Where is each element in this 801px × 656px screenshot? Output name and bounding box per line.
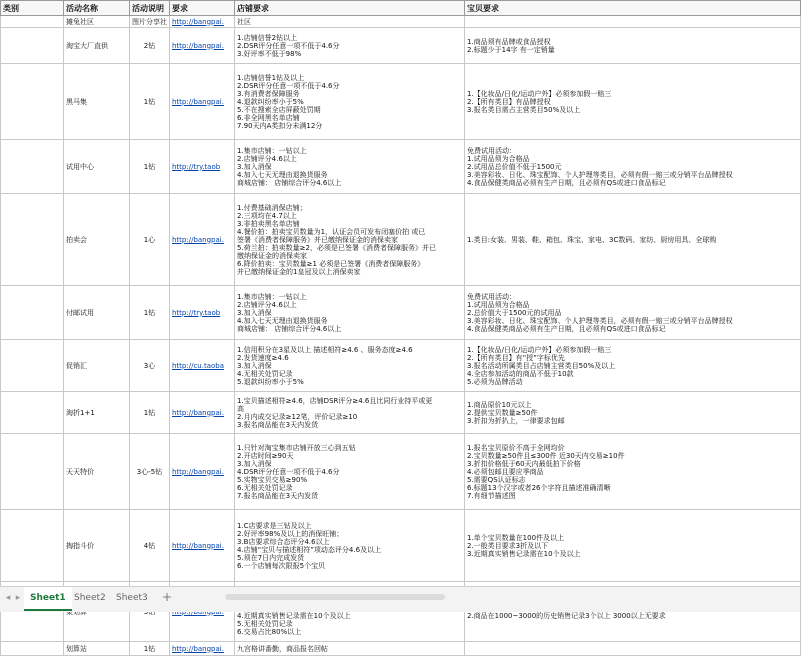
store-requirement-line: 4.近期真实销售记录需在10个及以上 [237,611,351,620]
item-requirement-cell[interactable] [465,286,801,340]
item-requirement-line: 1.类目:女装、男装、鞋、箱包、珠宝、家电、3C数码、家纺、厨房用具、全球购 [467,235,717,244]
item-requirement-line: 3.报名活动所属类目占店铺主营类目50%及以上 [467,361,616,370]
item-requirement-cell[interactable] [465,28,801,64]
scrollbar-thumb[interactable] [225,594,445,600]
activity-desc-cell[interactable]: 1钻 [130,392,170,434]
store-requirement-line: 6.交易占比80%以上 [237,627,302,636]
store-requirement-line: 7.报名商品能在3天内发货 [237,491,319,500]
item-requirement-line: 1.试用品须为合格品 [467,300,530,309]
store-requirement-line: 5.无相关处罚记录 [237,619,293,628]
item-requirement-cell[interactable] [465,340,801,392]
table-row [1,392,801,434]
store-requirement-line: 1.只针对淘宝集市店铺开放三心到五钻 [237,443,356,452]
activity-name-cell[interactable]: 淘宝大厂直供 [64,28,130,64]
requirement-link-cell[interactable]: http://bangpai. [170,64,235,140]
table-row [1,140,801,194]
header-item-requirement[interactable]: 宝贝要求 [465,1,801,16]
store-requirement-cell[interactable] [235,434,465,510]
requirement-link-cell[interactable]: http://bangpai. [170,194,235,286]
store-requirement-line: 商城店铺： 店铺综合评分4.6以上 [237,324,342,333]
store-requirement-line: 5.不在搜索全店屏蔽处罚期 [237,105,321,114]
requirement-link-cell[interactable]: http://try.taob [170,286,235,340]
store-requirement-line: 6.降价拍卖：宝贝数量≥1 必须是已签署《消费者保障服务》 [237,259,425,268]
sheet-tab-sheet3[interactable]: Sheet3 [116,593,148,603]
store-requirement-line: 2.三项均在4.7以上 [237,211,297,220]
activity-desc-cell[interactable]: 1钻 [130,140,170,194]
store-requirement-line: 4.无相关处罚记录 [237,369,293,378]
requirement-link-cell[interactable]: http://try.taob [170,140,235,194]
header-activity-desc[interactable]: 活动说明 [130,1,170,16]
store-requirement-cell[interactable] [235,286,465,340]
table-row [1,286,801,340]
activity-desc-cell[interactable]: 3心 [130,340,170,392]
store-requirement-line: 4.退款纠纷率小于5% [237,97,304,106]
item-requirement-line: 1.报名宝贝原价不高于全网均价 [467,443,565,452]
item-requirement-line: 免费试用活动： [467,292,516,301]
add-sheet-icon[interactable]: + [161,590,173,604]
item-requirement-cell[interactable] [465,434,801,510]
activity-name-cell[interactable]: 淘折1+1 [64,392,130,434]
horizontal-scrollbar[interactable] [225,592,795,602]
store-requirement-line: 3.加入消保 [237,459,272,468]
store-requirement-line: 3.好评率不低于98% [237,49,302,58]
table-row [1,28,801,64]
sheet-tab-bar [0,586,800,612]
item-requirement-line: 6.标题13个汉字或者26个字符且描述准确清晰 [467,483,611,492]
store-requirement-line: 4.加入七天无理由退换货服务 [237,170,328,179]
activity-name-cell[interactable]: 划算站 [64,642,130,656]
store-requirement-line: 1.集市店铺：一钻以上 [237,292,307,301]
table-row [1,510,801,582]
store-requirement-cell[interactable] [235,510,465,582]
store-requirement-line: 6.一个店铺每次限报5个宝贝 [237,561,326,570]
store-requirement-line: 2.月内成交记录≥12笔，评价记录≥10 [237,412,358,421]
table-row [1,64,801,140]
item-requirement-line: 2.【所有类目】有品牌授权 [467,97,551,106]
store-requirement-line: 2.店铺评分4.6以上 [237,154,297,163]
table-row [1,16,801,28]
item-requirement-line: 1.商品须有品牌或食品授权 [467,37,551,46]
activity-desc-cell[interactable]: 3心-5钻 [130,434,170,510]
store-requirement-line: 1.付费基础消保店铺； [237,203,307,212]
activity-name-cell[interactable]: 天天特价 [64,434,130,510]
table-row [1,340,801,392]
store-requirement-cell[interactable] [235,194,465,286]
store-requirement-line: 4.DSR评分任意一项不低于4.6分 [237,467,340,476]
category-cell[interactable] [1,140,64,194]
activity-name-cell[interactable]: 摊兔社区 [64,16,130,28]
store-requirement-line: 2.发货速度≥4.6 [237,353,289,362]
store-requirement-line: 5.退款纠纷率小于5% [237,377,304,386]
store-requirement-line: 社区 [237,17,251,26]
store-requirement-line: 4.加入七天无理由退换货服务 [237,316,328,325]
item-requirement-cell[interactable] [465,140,801,194]
item-requirement-line: 1.单个宝贝数量在100件及以上 [467,533,565,542]
item-requirement-line: 2.一般类目要求3折及以下 [467,541,549,550]
header-requirement[interactable]: 要求 [170,1,235,16]
store-requirement-cell[interactable] [235,642,465,656]
item-requirement-line: 2.宝贝数量≥50件且≤300件 近30天内交易≥10件 [467,451,625,460]
store-requirement-cell[interactable] [235,28,465,64]
item-requirement-line: 1.【化妆品/日化/运动户外】必须参加假一赔三 [467,89,612,98]
activity-name-cell[interactable]: 付邮试用 [64,286,130,340]
activity-desc-cell[interactable]: 1钻 [130,286,170,340]
requirement-link-cell[interactable]: http://bangpai. [170,28,235,64]
activity-name-cell[interactable]: 试用中心 [64,140,130,194]
store-requirement-line: 3.加入消保 [237,308,272,317]
activity-desc-cell[interactable]: 1心 [130,194,170,286]
item-requirement-cell[interactable] [465,194,801,286]
item-requirement-line: 免费试用活动： [467,146,516,155]
item-requirement-line: 3.报名类目需占主营类目50%及以上 [467,105,581,114]
store-requirement-cell[interactable] [235,16,465,28]
store-requirement-line: 缴纳保证金的消保卖家 [237,251,307,260]
item-requirement-line: 2.【所有类目】有“授”字标优先 [467,353,565,362]
store-requirement-line: 并已缴纳保证金的1皇冠及以上消保卖家 [237,267,361,276]
item-requirement-line: 2.试用品总价值不低于1500元 [467,162,562,171]
store-requirement-line: 3.加入消保 [237,162,272,171]
store-requirement-line: 3.非拍卖黑名单店铺 [237,219,300,228]
store-requirement-line: 3.有消费者保障服务 [237,89,300,98]
requirement-link-cell[interactable]: http://bangpai. [170,392,235,434]
item-requirement-cell[interactable] [465,16,801,28]
store-requirement-line: 5.须在7日内完成发货 [237,553,305,562]
item-requirement-cell[interactable] [465,642,801,656]
item-requirement-line: 3.美容彩妆、日化、珠宝配饰、个人护理等类目，必须有假一赔三或分销平台品牌授权 [467,170,733,179]
item-requirement-cell[interactable] [465,392,801,434]
table-row [1,194,801,286]
store-requirement-line: 商城店铺： 店铺综合评分4.6以上 [237,178,342,187]
item-requirement-line: 3.折扣价格低于60天内最低拍下价格 [467,459,581,468]
category-cell[interactable] [1,16,64,28]
item-requirement-line: 4.必须包邮且要应季商品 [467,467,544,476]
store-requirement-line: 1.集市店铺：一钻以上 [237,146,307,155]
activity-name-cell[interactable]: 掏指斗价 [64,510,130,582]
store-requirement-line: 2.DSR评分任意一项不低于4.6分 [237,81,340,90]
store-requirement-line: 3.B店要求综合态评分4.6以上 [237,537,330,546]
store-requirement-line: 2.好评率98%及以上的消保旺铺； [237,529,344,538]
store-requirement-line: 5.实物宝贝交易≥90% [237,475,308,484]
store-requirement-line: 4.餐价拍：拍卖宝贝数量为1，认证会员可发布闭塞价拍 或已 [237,227,426,236]
category-cell[interactable] [1,286,64,340]
header-activity-name[interactable]: 活动名称 [64,1,130,16]
store-requirement-line: 九宫格讲番勤，商品报名回帖 [237,644,328,653]
item-requirement-line: 2.标题少于14字 有一定销量 [467,45,555,54]
item-requirement-line: 1.商品原价10元以上 [467,400,532,409]
sheet-tab-sheet2[interactable]: Sheet2 [74,593,106,603]
item-requirement-line: 4.食品保健类商品必须有生产日期，且必须有QS或进口食品标记 [467,324,666,333]
category-cell[interactable] [1,340,64,392]
category-cell[interactable] [1,392,64,434]
store-requirement-line: 4.店铺“宝贝与描述相符”项动态评分4.6及以上 [237,545,382,554]
header-row [1,1,801,16]
item-requirement-line: 1.试用品须为合格品 [467,154,530,163]
activity-name-cell[interactable]: 拍卖会 [64,194,130,286]
store-requirement-cell[interactable] [235,340,465,392]
activity-desc-cell[interactable]: 1钻 [130,64,170,140]
item-requirement-line: 3.折扣为折扒上，一律要求包邮 [467,416,565,425]
item-requirement-line: 3.近期真实销售记录需在10个及以上 [467,549,581,558]
sheet-tab-sheet1[interactable]: Sheet1 [24,587,72,611]
requirement-link-cell[interactable]: http://bangpai. [170,642,235,656]
requirement-link-cell[interactable]: http://bangpai. [170,510,235,582]
item-requirement-cell[interactable] [465,510,801,582]
store-requirement-line: 高 [237,404,244,413]
activity-name-cell[interactable]: 黑马集 [64,64,130,140]
header-store-requirement[interactable]: 店铺要求 [235,1,465,16]
store-requirement-line: 2.开店时间≥90天 [237,451,294,460]
store-requirement-line: 7.90天内A类扣分未满12分 [237,121,323,130]
store-requirement-cell[interactable] [235,392,465,434]
store-requirement-line: 1.店铺信誉1钻及以上 [237,73,305,82]
table-row [1,434,801,510]
category-cell[interactable] [1,434,64,510]
activity-desc-cell[interactable]: 1钻 [130,642,170,656]
item-requirement-line: 5.需要QS认证标志 [467,475,526,484]
requirement-link-cell[interactable]: http://bangpai. [170,16,235,28]
requirement-link-cell[interactable]: http://bangpai. [170,434,235,510]
item-requirement-line: 2.总价值大于1500元的试用品 [467,308,562,317]
store-requirement-line: 3.报名商品能在3天内发货 [237,420,319,429]
item-requirement-line: 5.必须为品牌活动 [467,377,523,386]
category-cell[interactable] [1,510,64,582]
next-sheet-icon[interactable]: ▸ [15,593,21,603]
item-requirement-cell[interactable] [465,64,801,140]
item-requirement-line: 2.提供宝贝数量≥50件 [467,408,538,417]
activity-name-cell[interactable]: 促销汇 [64,340,130,392]
prev-sheet-icon[interactable]: ◂ [5,593,11,603]
item-requirement-line: 7.有细节描述图 [467,491,516,500]
store-requirement-line: 5.荷兰拍：拍卖数量≥2，必须是已签署《消费者保障服务》并已 [237,243,436,252]
store-requirement-cell[interactable] [235,140,465,194]
activity-desc-cell[interactable]: 4钻 [130,510,170,582]
table-row [1,642,801,656]
category-cell[interactable] [1,64,64,140]
item-requirement-line: 4.全店参加活动的商品不低于10款 [467,369,574,378]
store-requirement-line: 签署《消费者保障服务》并已缴纳保证金的消保卖家 [237,235,398,244]
store-requirement-line: 1.宝贝描述相符≥4.6，店铺DSR评分≥4.6且比同行业持平或更 [237,396,433,405]
header-category[interactable]: 类别 [1,1,64,16]
store-requirement-line: 1.C店要求是三钻及以上 [237,521,312,530]
store-requirement-line: 2.DSR评分任意一项不低于4.6分 [237,41,340,50]
category-cell[interactable] [1,642,64,656]
activity-desc-cell[interactable]: 2钻 [130,28,170,64]
item-requirement-line: 1.【化妆品/日化/运动户外】必须参加假一赔三 [467,345,612,354]
store-requirement-cell[interactable] [235,64,465,140]
store-requirement-line: 6.非全网黑名单店铺 [237,113,300,122]
store-requirement-line: 2.店铺评分4.6以上 [237,300,297,309]
store-requirement-line: 6.无相关处罚记录 [237,483,293,492]
activity-desc-cell[interactable]: 图片分享社 [130,16,170,28]
store-requirement-line: 1.店铺信誉2钻以上 [237,33,298,42]
item-requirement-line: 3.美容彩妆、日化、珠宝配饰、个人护理等类目，必须有假一赔三或分销平台品牌授权 [467,316,733,325]
requirement-link-cell[interactable]: http://cu.taoba [170,340,235,392]
item-requirement-line: 2.商品在1000~3000的历史销售记录3个以上 3000以上无要求 [467,611,666,620]
store-requirement-line: 3.加入消保 [237,361,272,370]
category-cell[interactable] [1,28,64,64]
category-cell[interactable] [1,194,64,286]
item-requirement-line: 4.食品保健类商品必须有生产日期，且必须有QS或进口食品标记 [467,178,666,187]
store-requirement-line: 1.信用积分在3星及以上 描述相符≥4.6 、服务态度≥4.6 [237,345,413,354]
